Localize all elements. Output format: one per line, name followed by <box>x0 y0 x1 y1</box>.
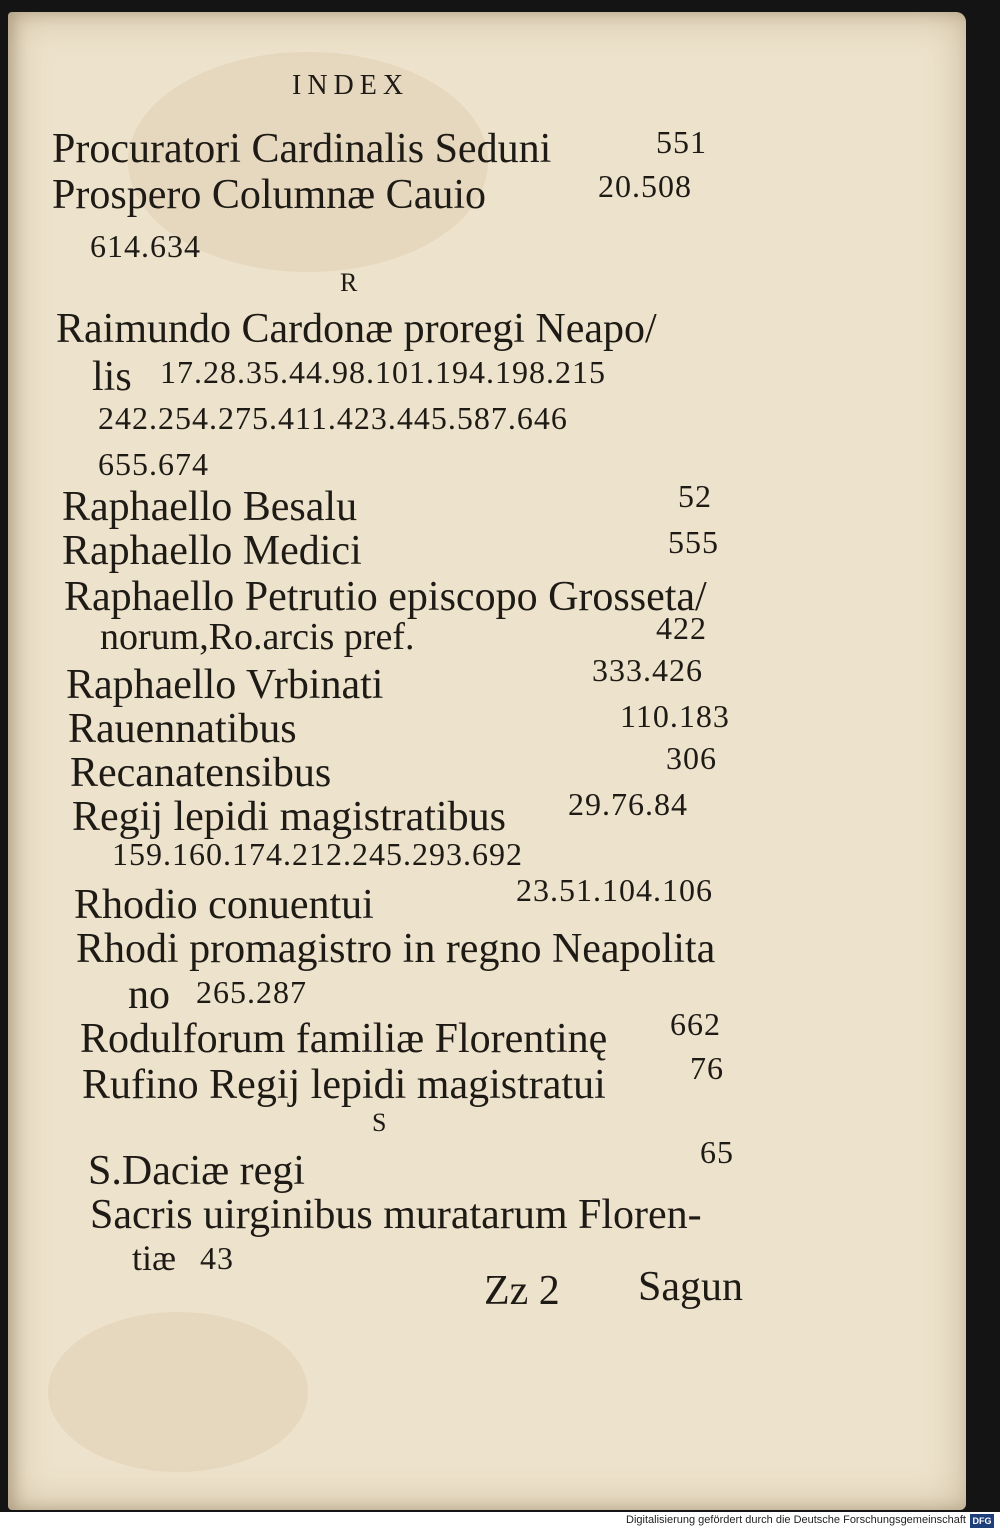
index-entry-name: Raphaello Petrutio episcopo Grosseta/ <box>64 574 707 620</box>
index-entry-pages: 422 <box>656 610 707 646</box>
signature-mark: Zz 2 <box>484 1268 560 1314</box>
index-entry-continuation: no <box>128 972 170 1018</box>
page-header: INDEX <box>292 70 410 101</box>
index-entry-pages: 551 <box>656 124 707 160</box>
index-entry-pages: 23.51.104.106 <box>516 872 713 908</box>
index-entry-pages: 17.28.35.44.98.101.194.198.215 <box>160 354 606 390</box>
index-entry-continuation: tiæ <box>132 1238 177 1278</box>
index-entry-name: Regij lepidi magistratibus <box>72 794 506 840</box>
index-entry-name: Raphaello Vrbinati <box>66 662 384 708</box>
index-entry-name: Rhodio conuentui <box>74 882 374 928</box>
index-entry-pages: 20.508 <box>598 168 692 204</box>
index-entry-name: Raphaello Besalu <box>62 484 358 530</box>
index-entry-pages: 52 <box>678 478 712 514</box>
paper-stain <box>48 1312 308 1472</box>
index-entry-name: Raphaello Medici <box>62 528 362 574</box>
index-entry-continuation: 614.634 <box>90 228 201 264</box>
index-entry-name: Rodulforum familiæ Florentinę <box>80 1016 608 1062</box>
index-entry-name: Prospero Columnæ Cauio <box>52 172 487 218</box>
index-entry-name: Procuratori Cardinalis Seduni <box>52 126 552 172</box>
index-entry-continuation: lis <box>92 354 132 400</box>
index-entry-name: Rhodi promagistro in regno Neapolita <box>76 926 716 972</box>
footer-bar <box>0 1512 1000 1532</box>
index-entry-name: Rauennatibus <box>68 706 297 752</box>
footer-credit: Digitalisierung gefördert durch die Deutsche Forschungsgemeinschaft <box>626 1514 966 1526</box>
index-entry-pages: 43 <box>200 1240 234 1276</box>
index-entry-pages: 265.287 <box>196 974 307 1010</box>
index-entry-pages: 242.254.275.411.423.445.587.646 <box>98 400 568 436</box>
index-entry-pages: 662 <box>670 1006 721 1042</box>
index-entry-name: Rufino Regij lepidi magistratui <box>82 1062 606 1108</box>
dfg-logo: DFG <box>970 1514 994 1528</box>
index-entry-pages: 65 <box>700 1134 734 1170</box>
section-letter: R <box>340 268 358 297</box>
index-entry-name: S.Daciæ regi <box>88 1148 305 1194</box>
index-entry-pages: 159.160.174.212.245.293.692 <box>112 836 523 872</box>
index-entry-continuation: norum,Ro.arcis pref. <box>100 616 415 658</box>
index-entry-pages: 29.76.84 <box>568 786 688 822</box>
index-entry-pages: 110.183 <box>620 698 730 734</box>
catchword: Sagun <box>638 1264 743 1310</box>
section-letter: S <box>372 1108 387 1137</box>
index-entry-pages: 76 <box>690 1050 724 1086</box>
index-entry-pages: 555 <box>668 524 719 560</box>
index-entry-pages: 333.426 <box>592 652 703 688</box>
index-entry-pages: 655.674 <box>98 446 209 482</box>
index-entry-name: Sacris uirginibus muratarum Floren- <box>90 1192 702 1238</box>
index-entry-pages: 306 <box>666 740 717 776</box>
index-entry-name: Recanatensibus <box>70 750 332 796</box>
index-entry-name: Raimundo Cardonæ proregi Neapo/ <box>56 306 657 352</box>
